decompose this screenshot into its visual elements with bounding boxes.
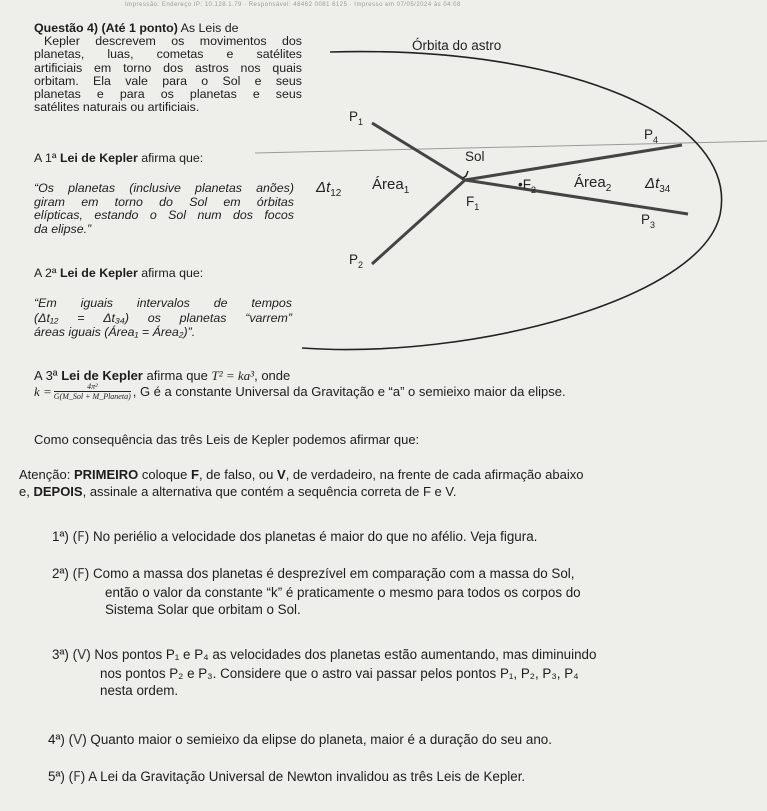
law1-quote-line-2: elípticas, estando o Sol num dos focos: [34, 208, 294, 223]
label-sol: Sol: [465, 149, 485, 164]
orbit-ellipse: [302, 52, 722, 350]
item-3-answer-mark[interactable]: V: [77, 648, 87, 663]
law1-prefix: A 1ª: [34, 151, 60, 165]
law2-quote-line-1: “Em iguais intervalos de tempos: [34, 296, 292, 310]
k-formula-line: [34, 382, 566, 401]
law3-formula: T² = ka³: [211, 368, 255, 383]
attention-1g: , de verdadeiro, na frente de cada afirmação abaixo: [285, 467, 584, 482]
intro-line-5: planetas e para os planetas e seus: [34, 87, 302, 102]
intro-line-2: planetas, luas, cometas e satélites: [34, 47, 302, 62]
law2-quote-line-3: áreas iguais (Área₁ = Área₂)”.: [34, 325, 196, 339]
label-dt12: $\Delta t_{12}$: [316, 179, 342, 199]
intro-line-6: satélites naturais ou artificiais.: [34, 100, 200, 115]
intro-line-1: Kepler descrevem os movimentos dos: [44, 34, 302, 49]
k-formula-numerator: 4π²: [87, 382, 98, 391]
consequence-text: Como consequência das três Leis de Kepler podemos afirmar que:: [34, 432, 420, 447]
intro-line-0: As Leis de: [180, 21, 239, 35]
attention-1d: F: [191, 467, 199, 482]
label-area2: Área$_2$: [574, 174, 612, 194]
item-2-text-line-0: Como a massa dos planetas é desprezível em comparação com a massa do Sol,: [92, 566, 575, 581]
label-p3: $P_3$: [641, 212, 656, 230]
law1-quote-line-3: da elipse.”: [34, 221, 92, 236]
item-3-text-line-2: nesta ordem.: [100, 683, 179, 699]
attention-2a: e,: [19, 484, 34, 499]
label-f2: $•F_2$: [518, 177, 536, 195]
attention-1c: coloque: [138, 467, 191, 482]
law2-suffix: afirma que:: [137, 266, 204, 280]
label-p2: $P_2$: [349, 252, 364, 270]
law3-name: Lei de Kepler: [61, 368, 143, 383]
item-2-text-line-1: então o valor da constante “k” é praticamente o mesmo para todos os corpos do: [105, 584, 581, 600]
k-formula-denominator: G(M_Sol + M_Planeta): [53, 392, 131, 401]
law2-name: Lei de Kepler: [59, 266, 138, 280]
sweep-line-p1: [372, 123, 465, 180]
item-1-number: 1ª): [52, 529, 69, 544]
k-formula-fraction: [54, 382, 131, 401]
cut-line: [255, 141, 767, 153]
k-formula-rest: , G é a constante Universal da Gravitação e “a” o semieixo maior da elipse.: [132, 384, 566, 399]
intro-line-3: artificiais em torno dos astros nos quais: [34, 60, 302, 75]
attention-1b: PRIMEIRO: [73, 467, 139, 482]
label-f1: $F_1$: [466, 194, 480, 212]
label-p1: $P_1$: [349, 109, 364, 127]
law1-quote-line-0: “Os planetas (inclusive planetas anões): [34, 181, 294, 195]
law2-prefix: A 2ª: [34, 266, 60, 280]
item-4-number: 4ª): [48, 732, 65, 747]
item-2-number: 2ª): [52, 566, 69, 581]
law3-end: , onde: [254, 368, 291, 383]
item-3-number: 3ª): [52, 647, 69, 662]
sun-pointer-icon: [463, 171, 468, 178]
item-5-text: A Lei da Gravitação Universal de Newton invalidou as três Leis de Kepler.: [88, 769, 526, 784]
statement-item-5: 5ª) (F) A Lei da Gravitação Universal de Newton invalidou as três Leis de Kepler.: [48, 769, 526, 785]
intro-line-4: orbitam. Ela vale para o Sol e seus: [34, 73, 302, 88]
item-3-text-line-0: Nos pontos P₁ e P₄ as velocidades dos planetas estão aumentando, mas diminuindo: [94, 647, 597, 662]
k-formula-k: k =: [34, 384, 52, 399]
item-1-answer-mark[interactable]: F: [77, 530, 85, 545]
law1-suffix: afirma que:: [137, 151, 204, 165]
item-2-answer-mark[interactable]: F: [77, 567, 85, 582]
label-dt34: $\Delta t_{34}$: [645, 175, 671, 195]
statement-item-1: 1ª) (F) No periélio a velocidade dos planetas é maior do que no afélio. Veja figura.: [52, 529, 538, 545]
item-5-number: 5ª): [48, 769, 65, 784]
law1-name: Lei de Kepler: [59, 151, 138, 165]
item-2-text-line-2: Sistema Solar que orbitam o Sol.: [105, 602, 301, 618]
attention-2c: , assinale a alternativa que contém a sequência correta de F e V.: [82, 484, 457, 499]
attention-1a: Atenção:: [19, 467, 74, 482]
law3-prefix: A 3ª: [34, 368, 62, 383]
statement-item-4: 4ª) (V) Quanto maior o semieixo da elipse do planeta, maior é a duração do seu ano.: [48, 732, 552, 748]
item-4-answer-mark[interactable]: V: [73, 733, 83, 748]
law3-mid: afirma que: [142, 368, 212, 383]
attention-1e: , de falso, ou: [198, 467, 278, 482]
attention-line-1: [19, 466, 583, 483]
item-4-text: Quanto maior o semieixo da elipse do planeta, maior é a duração do seu ano.: [90, 732, 552, 747]
statement-item-3: 3ª) (V) Nos pontos P₁ e P₄ as velocidades dos planetas estão aumentando, mas diminuindo nos pontos P₂ e P₃. Considere que o astro vai passar pelos pontos P₁, P₂, P₃, P₄ nesta ordem.: [52, 647, 597, 699]
orbit-figure: [0, 0, 767, 360]
attention-1f: V: [277, 467, 286, 482]
item-3-text-line-1: nos pontos P₂ e P₃. Considere que o astro vai passar pelos pontos P₁, P₂, P₃, P₄: [100, 665, 579, 681]
question-title: Questão 4) (Até 1 ponto): [34, 21, 178, 35]
label-area1: Área$_1$: [372, 176, 410, 196]
law2-quote-line-2: (Δt₁₂ = Δt₃₄) os planetas “varrem”: [34, 310, 292, 325]
attention-2b: DEPOIS: [33, 484, 83, 499]
print-header-text: Impressão: Endereço IP: 10.128.1.79 · Responsável: 48462 0081 6125 · Impresso em 07/05/2024 às 04:08: [125, 2, 461, 8]
attention-line-2: [19, 483, 456, 500]
label-p4: $P_4$: [644, 127, 659, 145]
item-5-answer-mark[interactable]: F: [73, 770, 81, 785]
figure-title: Órbita do astro: [412, 38, 502, 53]
law1-quote-line-1: giram em torno do Sol em órbitas: [34, 194, 294, 209]
statement-item-2: 2ª) (F) Como a massa dos planetas é desprezível em comparação com a massa do Sol, então o valor da constante “k” é praticamente o mesmo para todos os corpos do Sistema Solar que orbitam o Sol.: [52, 566, 581, 618]
item-1-text: No periélio a velocidade dos planetas é maior do que no afélio. Veja figura.: [92, 529, 538, 544]
